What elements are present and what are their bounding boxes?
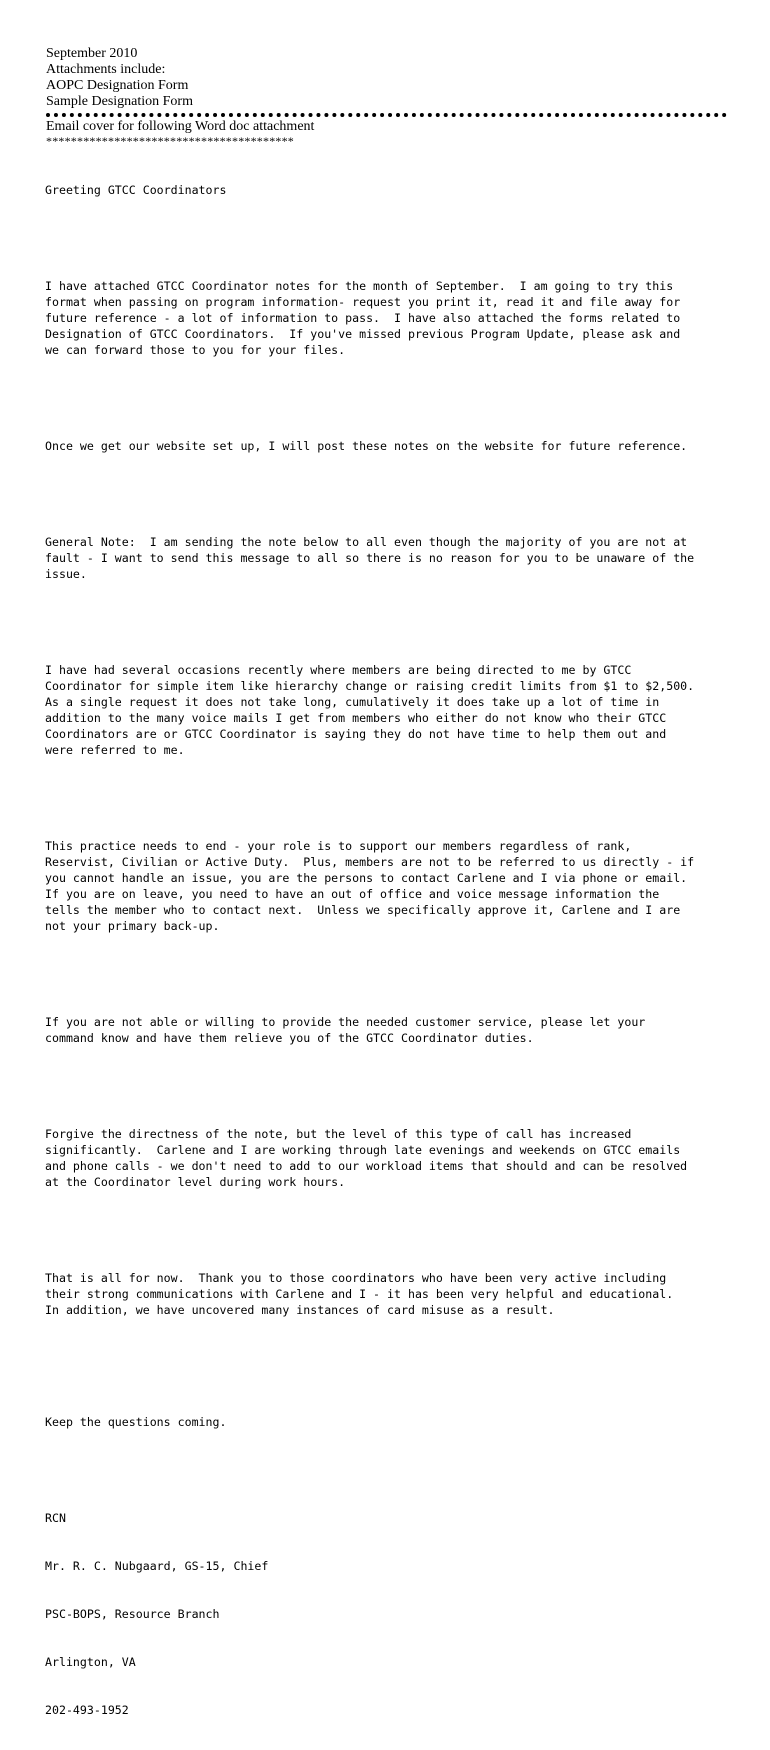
paragraph-practice-end: This practice needs to end - your role is to support our members regardless of rank, Reservist, Civilian or Active Duty. Plus, members are not to be referred to us directly - if you cannot handle an issue, you are the persons to contact Carlene and I via phone or email. If you are on leave, you need to have an out of office and voice message information the tells the member who to contact next. Unless we specifically approve it, Carlene and I are not your primary back-up. [45,839,695,933]
signature-phone: 202-493-1952 [45,1703,129,1717]
paragraph-directness: Forgive the directness of the note, but the level of this type of call has increased significantly. Carlene and I are working through late evenings and weekends on GTCC emails and phone calls - we don't need to add to our workload items that should and can be resolved at the Coordinator level during work hours. [45,1127,688,1189]
dotted-divider [46,113,727,117]
email-body [45,150,745,1750]
email-greeting: Greeting GTCC Coordinators [45,183,227,197]
attachments-label: Attachments include: [46,62,166,77]
signature-name: Mr. R. C. Nubgaard, GS-15, Chief [45,1559,269,1573]
paragraph-customer-service: If you are not able or willing to provide the needed customer service, please let your command know and have them relieve you of the GTCC Coordinator duties. [45,1015,646,1045]
paragraph-general-note: General Note: I am sending the note below to all even though the majority of you are not at fault - I want to send this message to all so there is no reason for you to be unaware of the issue. [45,535,695,581]
signature-initials: RCN [45,1511,66,1525]
document-header [46,46,746,110]
email-cover-note: Email cover for following Word doc attachment [46,119,315,134]
attachment-sample-designation-form: Sample Designation Form [46,94,193,109]
email-closing: Keep the questions coming. [45,1415,227,1429]
document-date: September 2010 [46,46,138,61]
paragraph-website: Once we get our website set up, I will post these notes on the website for future reference. [45,439,688,453]
paragraph-occasions: I have had several occasions recently where members are being directed to me by GTCC Coordinator for simple item like hierarchy change or raising credit limits from $1 to $2,500. As a single request it does not take long, cumulatively it does take up a lot of time in addition to the many voice mails I get from members who either do not know who their GTCC Coordinators are or GTCC Coordinator is saying they do not have time to help them out and were referred to me. [45,663,695,757]
paragraph-thanks: That is all for now. Thank you to those coordinators who have been very active including their strong communications with Carlene and I - it has been very helpful and educational. In addition, we have uncovered many instances of card misuse as a result. [45,1271,674,1317]
signature-office: PSC-BOPS, Resource Branch [45,1607,220,1621]
signature-location: Arlington, VA [45,1655,136,1669]
asterisk-separator: **************************************** [46,134,294,148]
paragraph-attached-notes: I have attached GTCC Coordinator notes for the month of September. I am going to try this format when passing on program information- request you print it, read it and file away for future reference - a lot of information to pass. I have also attached the forms related to Designation of GTCC Coordinators. If you've missed previous Program Update, please ask and we can forward those to you for your files. [45,279,681,357]
attachment-aopc-designation-form: AOPC Designation Form [46,78,189,93]
